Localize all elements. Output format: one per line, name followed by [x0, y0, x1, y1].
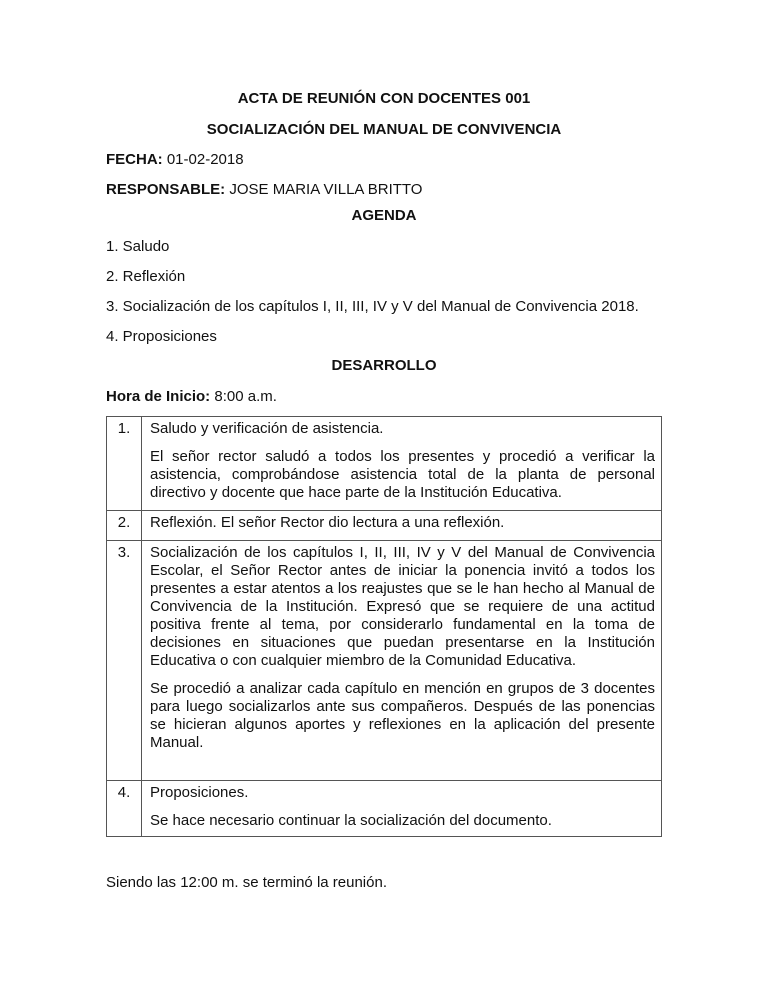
responsable-line: [106, 181, 422, 198]
document-title: ACTA DE REUNIÓN CON DOCENTES 001: [237, 90, 531, 107]
row-paragraph: Saludo y verificación de asistencia.: [150, 420, 384, 437]
row-content: [142, 541, 662, 781]
agenda-item: 1. Saludo: [106, 238, 170, 255]
table-row: [107, 511, 662, 541]
row-content: [142, 511, 662, 541]
row-number: 3.: [107, 541, 142, 781]
agenda-item: 3. Socialización de los capítulos I, II, III, IV y V del Manual de Convivencia 2018.: [106, 298, 639, 315]
table-row: [107, 417, 662, 511]
table-row: [107, 781, 662, 837]
table-row: [107, 541, 662, 781]
desarrollo-heading: DESARROLLO: [331, 357, 437, 374]
fecha-value: 01-02-2018: [166, 151, 244, 168]
fecha-label: FECHA:: [106, 151, 163, 168]
row-number: 1.: [107, 417, 142, 511]
row-paragraph: Se procedió a analizar cada capítulo en mención en grupos de 3 docentes para luego socializarlos ante sus compañeros. Después de las ponencias se hicieran algunos aportes y reflexiones en la aplicación del presente Manual.: [150, 680, 655, 751]
row-content: [142, 781, 662, 837]
agenda-heading: AGENDA: [351, 207, 417, 224]
responsable-value: JOSE MARIA VILLA BRITTO: [229, 181, 423, 198]
closing-statement: Siendo las 12:00 m. se terminó la reunión.: [106, 874, 387, 891]
responsable-label: RESPONSABLE:: [106, 181, 226, 198]
row-paragraph: Proposiciones.: [150, 784, 249, 801]
hora-inicio-line: [106, 388, 277, 405]
document-subtitle: SOCIALIZACIÓN DEL MANUAL DE CONVIVENCIA: [206, 121, 562, 138]
desarrollo-table: [106, 416, 662, 837]
row-paragraph: Se hace necesario continuar la socialización del documento.: [150, 812, 552, 829]
hora-inicio-label: Hora de Inicio:: [106, 388, 211, 405]
agenda-item: 4. Proposiciones: [106, 328, 217, 345]
fecha-line: [106, 151, 244, 168]
row-number: 2.: [107, 511, 142, 541]
row-number: 4.: [107, 781, 142, 837]
row-content: [142, 417, 662, 511]
agenda-item: 2. Reflexión: [106, 268, 186, 285]
hora-inicio-value: 8:00 a.m.: [214, 388, 277, 405]
row-paragraph: Socialización de los capítulos I, II, III, IV y V del Manual de Convivencia Escolar, el Señor Rector antes de iniciar la ponencia invitó a todos los presentes a estar atentos a los reajustes que se le han hecho al Manual de Convivencia de la Institución. Expresó que se requiere de una actitud positiva frente al tema, por considerarlo fundamental en la toma de decisiones en situaciones que puedan presentarse en la Institución Educativa o con cualquier miembro de la Comunidad Educativa.: [150, 544, 655, 669]
row-paragraph: Reflexión. El señor Rector dio lectura a una reflexión.: [150, 514, 505, 531]
row-paragraph: El señor rector saludó a todos los presentes y procedió a verificar la asistencia, comprobándose asistencia total de la planta de personal directivo y docente que hace parte de la Institución Educativa.: [150, 448, 655, 501]
